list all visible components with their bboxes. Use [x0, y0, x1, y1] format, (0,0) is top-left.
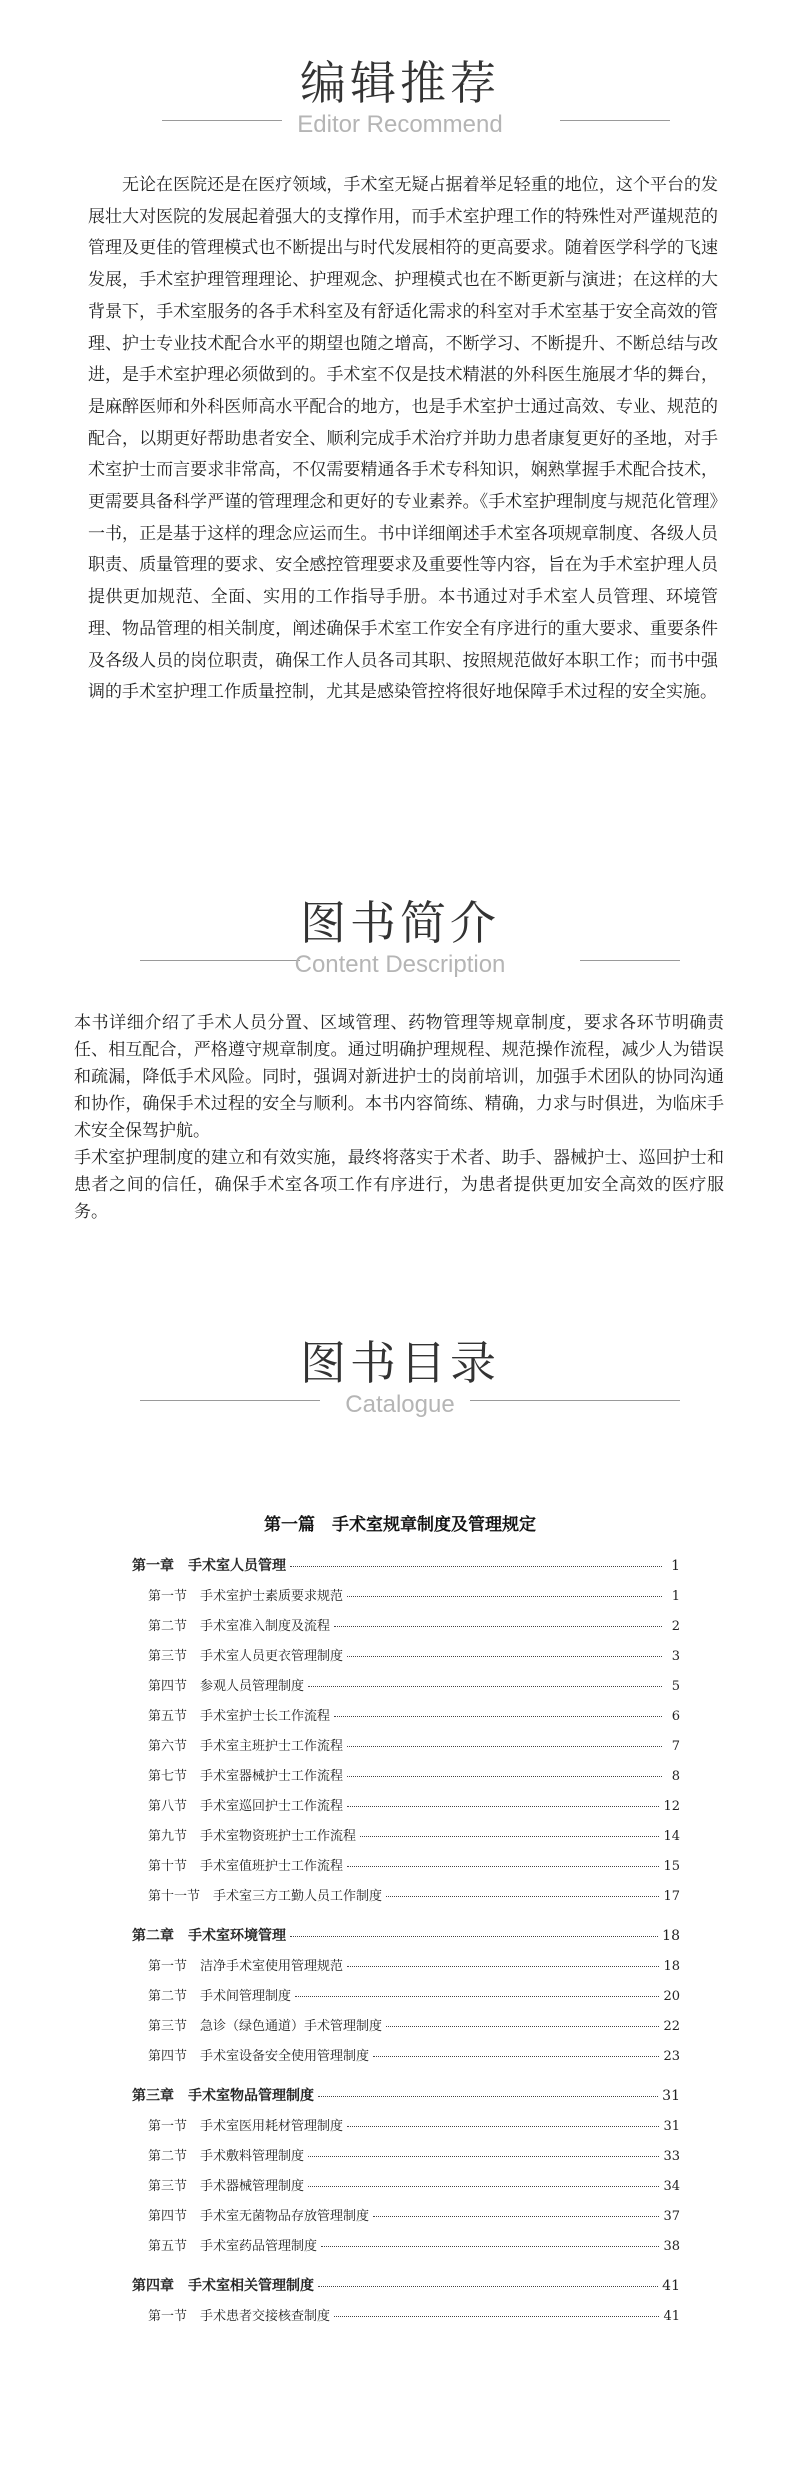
- catalogue-divider-right: [470, 1400, 680, 1401]
- toc-leader-dots: [347, 1966, 659, 1967]
- toc-section-row: [148, 1825, 680, 1845]
- toc-entry-label: 第二章 手术室环境管理: [132, 1928, 286, 1944]
- toc-page-number: 2: [671, 1619, 680, 1634]
- toc-page-number: 33: [663, 2149, 680, 2164]
- toc-section-row: [148, 1955, 680, 1975]
- toc-entry-label: 第七节 手术室器械护士工作流程: [148, 1769, 344, 1784]
- toc-page-number: 31: [663, 2119, 680, 2134]
- toc-page-number: 41: [662, 2278, 680, 2294]
- catalogue-title: 图书目录: [300, 1336, 500, 1390]
- editor-title: 编辑推荐: [300, 56, 500, 110]
- toc-entry-label: 第六节 手术室主班护士工作流程: [148, 1739, 344, 1754]
- toc-leader-dots: [373, 2056, 659, 2057]
- toc-leader-dots: [347, 1656, 662, 1657]
- toc-part-title: 第一篇 手术室规章制度及管理规定: [264, 1515, 536, 1535]
- editor-recommend-text: 无论在医院还是在医疗领域，手术室无疑占据着举足轻重的地位，这个平台的发展壮大对医院的发展起着强大的支撑作用，而手术室护理工作的特殊性对严谨规范的管理及更佳的管理模式也不断提出与时代发展相符的更高要求。随着医学科学的飞速发展，手术室护理管理理论、护理观念、护理模式也在不断更新与演进；在这样的大背景下，手术室服务的各手术科室及有舒适化需求的科室对手术室基于安全高效的管理、护士专业技术配合水平的期望也随之增高，不断学习、不断提升、不断总结与改进，是手术室护理必须做到的。手术室不仅是技术精湛的外科医生施展才华的舞台，是麻醉医师和外科医师高水平配合的地方，也是手术室护士通过高效、专业、规范的配合，以期更好帮助患者安全、顺利完成手术治疗并助力患者康复更好的圣地，对手术室护士而言要求非常高，不仅需要精通各手术专科知识，娴熟掌握手术配合技术，更需要具备科学严谨的管理理念和更好的专业素养。《手术室护理制度与规范化管理》一书，正是基于这样的理念应运而生。书中详细阐述手术室各项规章制度、各级人员职责、质量管理的要求、安全感控管理要求及重要性等内容，旨在为手术室护理人员提供更加规范、全面、实用的工作指导手册。本书通过对手术室人员管理、环境管理、物品管理的相关制度，阐述确保手术室工作安全有序进行的重大要求、重要条件及各级人员的岗位职责，确保工作人员各司其职、按照规范做好本职工作；而书中强调的手术室护理工作质量控制，尤其是感染管控将很好地保障手术过程的安全实施。: [88, 175, 718, 703]
- toc-leader-dots: [347, 1776, 662, 1777]
- content-title: 图书简介: [300, 896, 500, 950]
- toc-section-row: [148, 2205, 680, 2225]
- toc-chapter-row: [132, 1555, 680, 1575]
- toc-leader-dots: [295, 1996, 659, 1997]
- toc-entry-label: 第三章 手术室物品管理制度: [132, 2088, 314, 2104]
- toc-entry-label: 第四节 参观人员管理制度: [148, 1679, 305, 1694]
- toc-entry-label: 第一节 手术室护士素质要求规范: [148, 1589, 344, 1604]
- toc-page-number: 18: [662, 1928, 680, 1944]
- content-paragraph-1: 本书详细介绍了手术人员分置、区域管理、药物管理等规章制度，要求各环节明确责任、相互配合，严格遵守规章制度。通过明确护理规程、规范操作流程，减少人为错误和疏漏，降低手术风险。同时，强调对新进护士的岗前培训，加强手术团队的协同沟通和协作，确保手术过程的安全与顺利。本书内容简练、精确，力求与时俱进，为临床手术安全保驾护航。: [74, 1013, 724, 1141]
- toc-leader-dots: [308, 2186, 659, 2187]
- toc-leader-dots: [318, 2286, 658, 2287]
- toc-entry-label: 第一章 手术室人员管理: [132, 1558, 286, 1574]
- toc-chapter-row: [132, 2275, 680, 2295]
- toc-leader-dots: [290, 1936, 658, 1937]
- toc-page-number: 23: [663, 2049, 680, 2064]
- toc-section-row: [148, 1705, 680, 1725]
- toc-leader-dots: [308, 1686, 662, 1687]
- toc-leader-dots: [360, 1836, 659, 1837]
- toc-page-number: 1: [671, 1558, 680, 1574]
- content-divider-right: [580, 960, 680, 961]
- toc-entry-label: 第五节 手术室药品管理制度: [148, 2239, 318, 2254]
- toc-leader-dots: [334, 2316, 659, 2317]
- toc-page-number: 14: [663, 1829, 680, 1844]
- toc-entry-label: 第五节 手术室护士长工作流程: [148, 1709, 331, 1724]
- toc-entry-label: 第一节 洁净手术室使用管理规范: [148, 1959, 344, 1974]
- toc-entry-label: 第三节 手术室人员更衣管理制度: [148, 1649, 344, 1664]
- toc-leader-dots: [347, 1806, 659, 1807]
- toc-entry-label: 第二节 手术敷料管理制度: [148, 2149, 305, 2164]
- toc-page-number: 3: [671, 1649, 680, 1664]
- toc-leader-dots: [334, 1716, 662, 1717]
- toc-entry-label: 第四章 手术室相关管理制度: [132, 2278, 314, 2294]
- toc-entry-label: 第二节 手术室准入制度及流程: [148, 1619, 331, 1634]
- toc-page-number: 6: [671, 1709, 680, 1724]
- toc-leader-dots: [334, 1626, 662, 1627]
- toc-page-number: 5: [671, 1679, 680, 1694]
- toc-section-row: [148, 2045, 680, 2065]
- toc-section-row: [148, 1795, 680, 1815]
- toc-entry-label: 第四节 手术室设备安全使用管理制度: [148, 2049, 370, 2064]
- editor-section-header: [0, 55, 800, 139]
- toc-entry-label: 第九节 手术室物资班护士工作流程: [148, 1829, 357, 1844]
- toc-entry-label: 第二节 手术间管理制度: [148, 1989, 292, 2004]
- toc-page-number: 15: [663, 1859, 680, 1874]
- toc-section-row: [148, 1855, 680, 1875]
- toc-leader-dots: [347, 1746, 662, 1747]
- toc-section-row: [148, 1615, 680, 1635]
- toc-section-row: [148, 2235, 680, 2255]
- toc-entry-label: 第一节 手术患者交接核查制度: [148, 2309, 331, 2324]
- toc-section-row: [148, 2175, 680, 2195]
- toc-section-row: [148, 1645, 680, 1665]
- toc-entry-label: 第一节 手术室医用耗材管理制度: [148, 2119, 344, 2134]
- toc-page-number: 38: [663, 2239, 680, 2254]
- toc-section-row: [148, 1675, 680, 1695]
- toc-section-row: [148, 2305, 680, 2325]
- toc-section-row: [148, 2145, 680, 2165]
- catalogue-section-header: [0, 1335, 800, 1419]
- toc-page-number: 31: [662, 2088, 680, 2104]
- editor-subtitle: Editor Recommend: [297, 111, 503, 138]
- content-paragraph-2: 手术室护理制度的建立和有效实施，最终将落实于术者、助手、器械护士、巡回护士和患者之间的信任，确保手术室各项工作有序进行，为患者提供更加安全高效的医疗服务。: [74, 1148, 724, 1222]
- toc-entry-label: 第八节 手术室巡回护士工作流程: [148, 1799, 344, 1814]
- toc-leader-dots: [373, 2216, 659, 2217]
- toc-section-row: [148, 2015, 680, 2035]
- toc-leader-dots: [321, 2246, 659, 2247]
- toc-entry-label: 第四节 手术室无菌物品存放管理制度: [148, 2209, 370, 2224]
- toc-page-number: 17: [663, 1889, 680, 1904]
- toc-entry-label: 第十一节 手术室三方工勤人员工作制度: [148, 1889, 383, 1904]
- content-subtitle: Content Description: [294, 951, 506, 978]
- toc-page-number: 37: [663, 2209, 680, 2224]
- toc-entry-label: 第三节 急诊（绿色通道）手术管理制度: [148, 2019, 383, 2034]
- toc-section-row: [148, 1885, 680, 1905]
- toc-page-number: 20: [663, 1989, 680, 2004]
- toc-chapter-row: [132, 2085, 680, 2105]
- toc-leader-dots: [347, 2126, 659, 2127]
- toc-section-row: [148, 1985, 680, 2005]
- editor-divider-right: [560, 120, 670, 121]
- toc-section-row: [148, 1765, 680, 1785]
- toc-section-row: [148, 1735, 680, 1755]
- toc-page-number: 12: [663, 1799, 680, 1814]
- toc-leader-dots: [308, 2156, 659, 2157]
- content-description: [74, 1010, 724, 1226]
- toc-page-number: 34: [663, 2179, 680, 2194]
- toc-section-row: [148, 2115, 680, 2135]
- content-section-header: [0, 895, 800, 979]
- toc-leader-dots: [290, 1566, 662, 1567]
- toc-entry-label: 第十节 手术室值班护士工作流程: [148, 1859, 344, 1874]
- toc-page-number: 8: [671, 1769, 680, 1784]
- toc-page-number: 7: [671, 1739, 680, 1754]
- toc-leader-dots: [318, 2096, 658, 2097]
- catalogue-subtitle: Catalogue: [345, 1391, 455, 1418]
- toc-page-number: 18: [663, 1959, 680, 1974]
- toc-chapter-row: [132, 1925, 680, 1945]
- toc-page-number: 1: [671, 1589, 680, 1604]
- toc-leader-dots: [386, 1896, 659, 1897]
- toc-leader-dots: [386, 2026, 659, 2027]
- toc-leader-dots: [347, 1866, 659, 1867]
- toc-leader-dots: [347, 1596, 662, 1597]
- toc-entry-label: 第三节 手术器械管理制度: [148, 2179, 305, 2194]
- toc-section-row: [148, 1585, 680, 1605]
- toc-page-number: 22: [663, 2019, 680, 2034]
- toc-page-number: 41: [663, 2309, 680, 2324]
